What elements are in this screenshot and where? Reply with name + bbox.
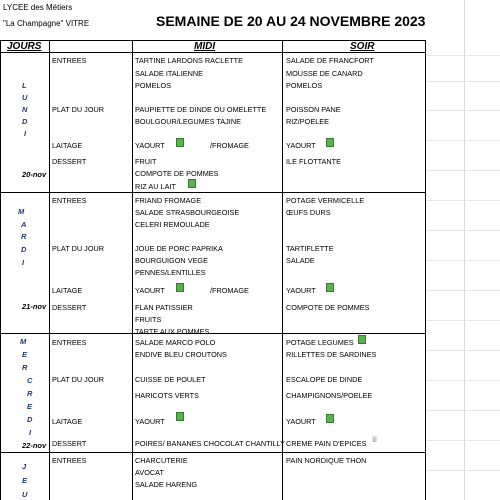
day-letter: R (22, 363, 28, 372)
soir-entree: POTAGE VERMICELLE (286, 196, 365, 205)
bio-leaf-icon (176, 138, 184, 147)
midi-laitage: YAOURT (135, 286, 165, 295)
soir-entree: RILLETTES DE SARDINES (286, 350, 377, 359)
sheet-gridline (425, 55, 500, 56)
sheet-gridline (425, 200, 500, 201)
sheet-gridline (425, 470, 500, 471)
day-letter: A (21, 220, 27, 229)
day-letter: E (27, 402, 33, 411)
sheet-gridline (425, 440, 500, 441)
school-name: LYCEE des Métiers (3, 3, 73, 12)
column-header-soir: SOIR (350, 41, 375, 52)
sheet-gridline (425, 320, 500, 321)
row-label-laitage: LAITAGE (52, 141, 83, 150)
midi-entree: TARTINE LARDONS RACLETTE (135, 56, 243, 65)
sheet-gridline (425, 81, 500, 82)
day-letter: M (18, 207, 25, 216)
day-letter: D (27, 415, 33, 424)
day-separator (0, 452, 425, 453)
midi-entree: FRIAND FROMAGE (135, 196, 202, 205)
page-title: SEMAINE DE 20 AU 24 NOVEMBRE 2023 (156, 13, 426, 29)
column-separator (282, 40, 283, 500)
midi-entree: SALADE HARENG (135, 480, 198, 489)
sheet-gridline (425, 350, 500, 351)
soir-entree: PAIN NORDIQUE THON (286, 456, 367, 465)
column-header-jours: JOURS (7, 41, 42, 52)
day-letter: I (29, 428, 32, 437)
midi-plat: BOURGUIGON VEGE (135, 256, 208, 265)
midi-plat: CUISSE DE POULET (135, 375, 206, 384)
row-label-plat: PLAT DU JOUR (52, 105, 105, 114)
midi-laitage-alt: /FROMAGE (210, 286, 249, 295)
sheet-gridline (425, 140, 500, 141)
midi-dessert: TARTE AUX POMMES (135, 327, 210, 336)
midi-plat: PENNES/LENTILLES (135, 268, 206, 277)
row-label-plat: PLAT DU JOUR (52, 375, 105, 384)
midi-entree: SALADE ITALIENNE (135, 69, 203, 78)
midi-plat: BOULGOUR/LEGUMES TAJINE (135, 117, 241, 126)
row-label-dessert: DESSERT (52, 439, 87, 448)
table-border (425, 40, 426, 500)
row-label-plat: PLAT DU JOUR (52, 244, 105, 253)
bio-leaf-icon (358, 335, 366, 344)
bio-leaf-icon (176, 283, 184, 292)
midi-entree: ENDIVE BLEU CROUTONS (135, 350, 227, 359)
sheet-gridline (425, 230, 500, 231)
sheet-gridline (425, 410, 500, 411)
chef-hat-icon: ♕ (371, 435, 379, 444)
day-letter: L (22, 81, 27, 90)
midi-entree: CELERI REMOULADE (135, 220, 210, 229)
midi-entree: SALADE MARCO POLO (135, 338, 216, 347)
row-label-entrees: ENTREES (52, 456, 87, 465)
table-border (0, 40, 1, 500)
soir-dessert: COMPOTE DE POMMES (286, 303, 370, 312)
midi-entree: SALADE STRASBOURGEOISE (135, 208, 240, 217)
bio-leaf-icon (326, 283, 334, 292)
midi-laitage: YAOURT (135, 141, 165, 150)
row-label-entrees: ENTREES (52, 56, 87, 65)
soir-entree: ŒUFS DURS (286, 208, 331, 217)
day-letter: U (22, 93, 28, 102)
soir-plat: CHAMPIGNONS/POELEE (286, 391, 373, 400)
midi-plat: PAUPIETTE DE DINDE OU OMELETTE (135, 105, 267, 114)
sheet-gridline (464, 0, 465, 500)
day-letter: N (22, 105, 28, 114)
soir-laitage: YAOURT (286, 286, 316, 295)
day-letter: M (20, 337, 27, 346)
row-label-laitage: LAITAGE (52, 417, 83, 426)
day-date: 21-nov (22, 302, 47, 311)
soir-plat: RIZ/POELEE (286, 117, 329, 126)
day-letter: R (27, 389, 33, 398)
midi-plat: HARICOTS VERTS (135, 391, 199, 400)
soir-entree: POMELOS (286, 81, 323, 90)
row-label-dessert: DESSERT (52, 303, 87, 312)
midi-entree: AVOCAT (135, 468, 164, 477)
day-separator (0, 333, 425, 334)
soir-plat: ESCALOPE DE DINDE (286, 375, 363, 384)
column-separator (132, 40, 133, 500)
midi-dessert: COMPOTE DE POMMES (135, 169, 219, 178)
midi-plat: JOUE DE PORC PAPRIKA (135, 244, 223, 253)
bio-leaf-icon (326, 414, 334, 423)
sheet-gridline (425, 290, 500, 291)
sheet-gridline (425, 380, 500, 381)
day-letter: C (27, 376, 33, 385)
row-label-entrees: ENTREES (52, 196, 87, 205)
midi-dessert: FLAN PATISSIER (135, 303, 193, 312)
soir-plat: TARTIFLETTE (286, 244, 334, 253)
soir-plat: POISSON PANE (286, 105, 341, 114)
day-letter: U (22, 490, 28, 499)
midi-dessert: POIRES/ BANANES CHOCOLAT CHANTILLY (135, 439, 286, 448)
soir-laitage: YAOURT (286, 141, 316, 150)
soir-entree: POTAGE LEGUMES (286, 338, 354, 347)
day-letter: E (22, 350, 28, 359)
sheet-gridline (425, 260, 500, 261)
soir-entree: MOUSSE DE CANARD (286, 69, 363, 78)
day-letter: E (22, 476, 28, 485)
bio-leaf-icon (326, 138, 334, 147)
day-separator (0, 192, 425, 193)
table-border (0, 52, 425, 53)
day-letter: I (22, 258, 25, 267)
sheet-gridline (425, 170, 500, 171)
soir-laitage: YAOURT (286, 417, 316, 426)
midi-laitage-alt: /FROMAGE (210, 141, 249, 150)
soir-plat: SALADE (286, 256, 315, 265)
soir-dessert: CREME PAIN D'EPICES (286, 439, 367, 448)
soir-entree: SALADE DE FRANCFORT (286, 56, 374, 65)
soir-dessert: ILE FLOTTANTE (286, 157, 342, 166)
column-header-midi: MIDI (194, 41, 216, 52)
row-label-laitage: LAITAGE (52, 286, 83, 295)
row-label-dessert: DESSERT (52, 157, 87, 166)
day-letter: D (22, 117, 28, 126)
day-letter: I (24, 129, 27, 138)
midi-dessert: RIZ AU LAIT (135, 182, 176, 191)
bio-leaf-icon (176, 412, 184, 421)
school-location: "La Champagne" VITRE (3, 19, 90, 28)
midi-dessert: FRUIT (135, 157, 157, 166)
sheet-gridline (425, 110, 500, 111)
bio-leaf-icon (188, 179, 196, 188)
row-label-entrees: ENTREES (52, 338, 87, 347)
day-letter: R (21, 232, 27, 241)
day-letter: J (22, 462, 27, 471)
midi-entree: POMELOS (135, 81, 172, 90)
day-date: 22-nov (22, 441, 47, 450)
midi-entree: CHARCUTERIE (135, 456, 188, 465)
midi-dessert: FRUITS (135, 315, 162, 324)
column-separator (49, 40, 50, 500)
midi-laitage: YAOURT (135, 417, 165, 426)
day-letter: D (21, 245, 27, 254)
day-date: 20-nov (22, 170, 47, 179)
